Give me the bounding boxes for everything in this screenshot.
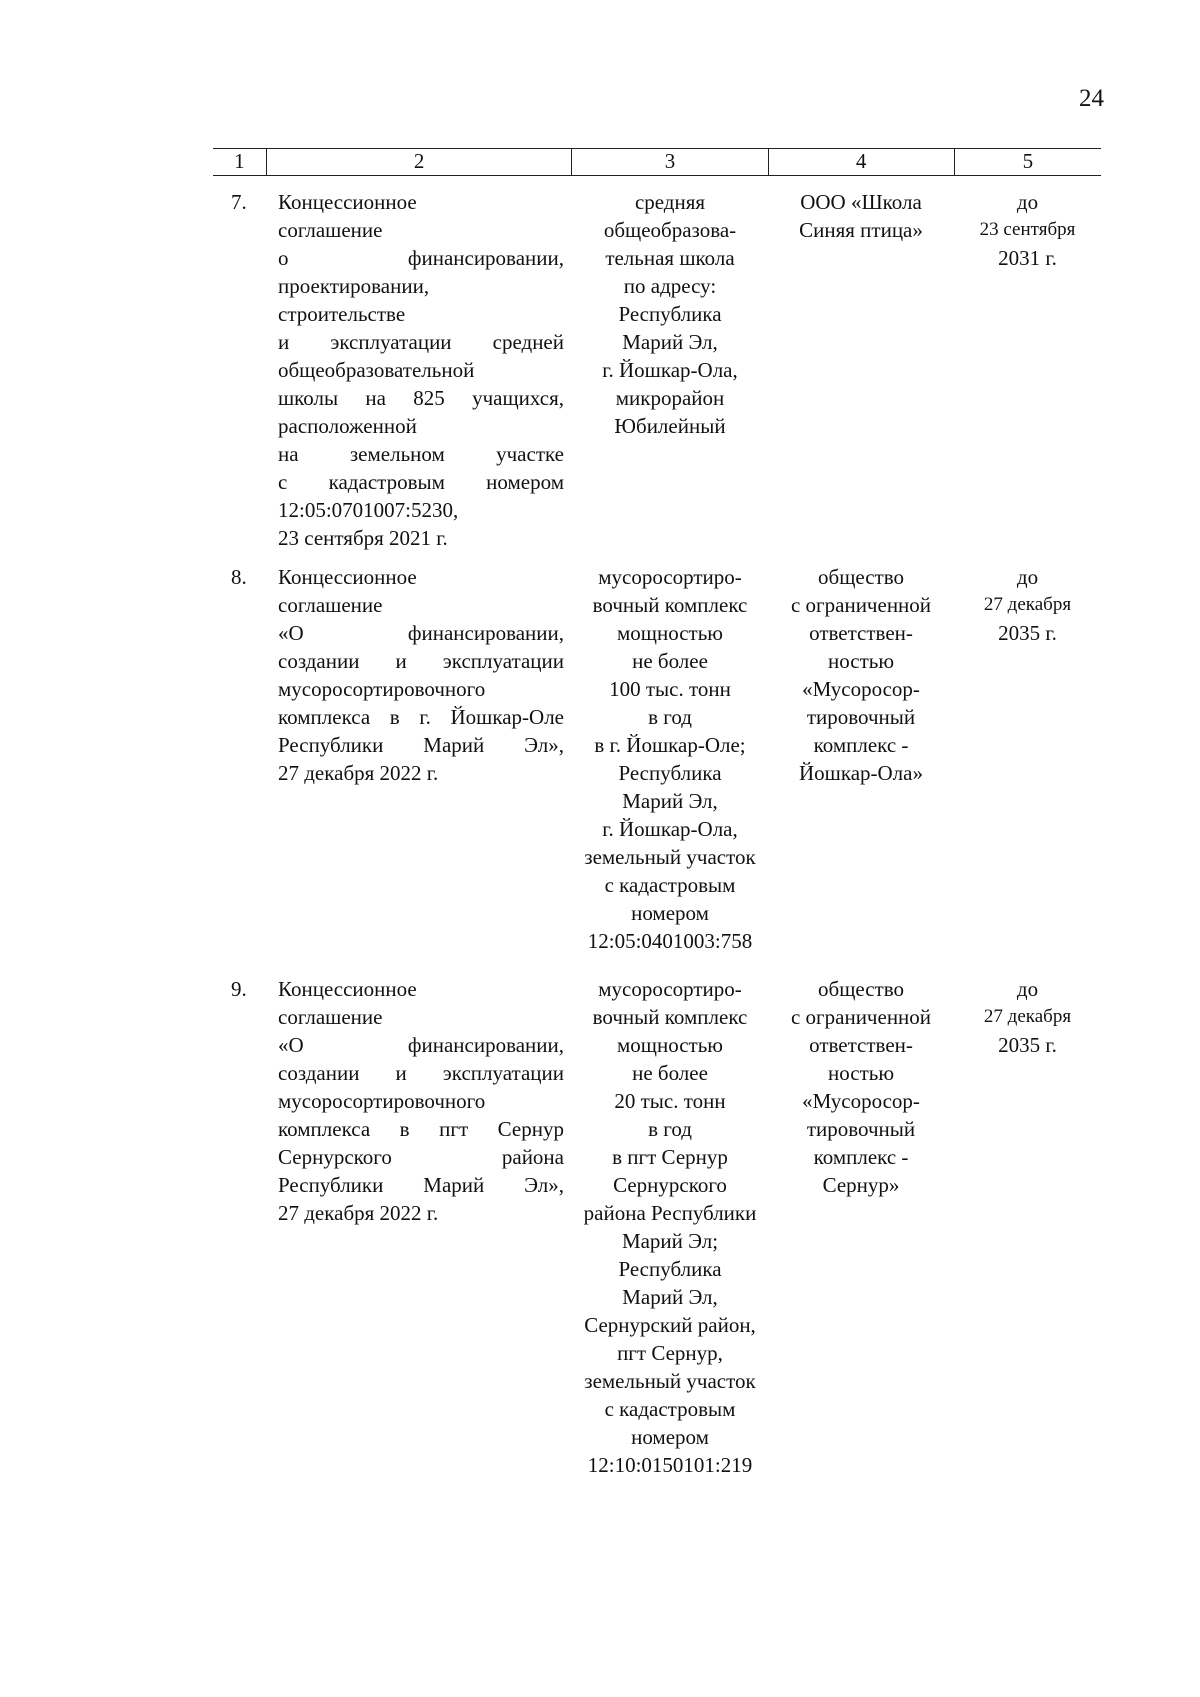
concessionaire-cell	[768, 975, 954, 1479]
concession-object-line: пгт Сернур,	[617, 1341, 723, 1365]
row-number: 7.	[231, 190, 247, 214]
concessionaire-line: тировочный	[806, 1117, 916, 1141]
page-number: 24	[1079, 85, 1104, 112]
concession-object-line: мощностью	[617, 1033, 723, 1057]
agreement-name-line: общеобразовательной	[278, 358, 475, 382]
agreement-name-line: 12:05:0701007:5230,	[278, 498, 459, 522]
concession-object-line: не более	[632, 649, 708, 673]
concessionaire-line: ответствен-	[809, 1033, 913, 1057]
column-header-1: 1	[234, 149, 245, 173]
concessionaire-line: «Мусоросор-	[802, 677, 920, 701]
agreement-name-line: о финансировании,	[278, 246, 564, 270]
agreement-name-line: Концессионное	[278, 977, 417, 1001]
agreement-name-line: создании и эксплуатации	[278, 1061, 564, 1085]
agreement-name-line: Республики Марий Эл»,	[278, 1173, 564, 1197]
agreement-name-line: мусоросортировочного	[278, 1089, 486, 1113]
concessionaire-line: «Мусоросор-	[802, 1089, 920, 1113]
term-cell	[954, 975, 1101, 1479]
concession-object-line: г. Йошкар-Ола,	[602, 358, 738, 382]
concessionaire-line: Йошкар-Ола»	[798, 761, 923, 785]
term-line: до	[1016, 190, 1039, 214]
concession-object-line: Республика	[618, 761, 722, 785]
concession-object-line: Сернурский район,	[584, 1313, 756, 1337]
concession-object-line: Республика	[618, 302, 722, 326]
agreement-name-line: 27 декабря 2022 г.	[278, 761, 439, 785]
concession-object-line: с кадастровым	[604, 1397, 736, 1421]
concessionaire-line: Синяя птица»	[799, 218, 923, 242]
table-row	[213, 975, 1101, 1479]
concessionaire-line: ностью	[827, 1061, 895, 1085]
concession-object-line: 100 тыс. тонн	[609, 677, 731, 701]
concession-object-line: 12:05:0401003:758	[587, 929, 753, 953]
agreement-name-line: проектировании,	[278, 274, 430, 298]
concession-object-cell	[572, 563, 768, 955]
concession-object-line: г. Йошкар-Ола,	[602, 817, 738, 841]
concession-object-line: земельный участок	[584, 845, 756, 869]
concession-object-line: общеобразова-	[603, 218, 737, 242]
term-line: до	[1016, 565, 1039, 589]
agreement-name-line: «О финансировании,	[278, 1033, 564, 1057]
term-line: 2035 г.	[998, 621, 1057, 645]
concession-object-line: земельный участок	[584, 1369, 756, 1393]
concession-object-line: в пгт Сернур	[612, 1145, 728, 1169]
agreement-name-line: «О финансировании,	[278, 621, 564, 645]
row-number: 9.	[231, 977, 247, 1001]
concession-object-line: микрорайон	[615, 386, 725, 410]
table-row	[213, 563, 1101, 955]
agreement-name-cell	[266, 563, 572, 955]
term-line: 23 сентября	[979, 219, 1076, 240]
term-line: 27 декабря	[983, 594, 1072, 615]
concession-object-line: номером	[631, 901, 709, 925]
concession-object-line: 12:10:0150101:219	[587, 1453, 753, 1477]
concessionaire-line: ответствен-	[809, 621, 913, 645]
concessionaire-line: комплекс -	[813, 733, 909, 757]
agreement-name-line: расположенной	[278, 414, 417, 438]
concession-object-cell	[572, 188, 768, 552]
concession-object-line: мусоросортиро-	[598, 977, 742, 1001]
concessionaire-line: комплекс -	[813, 1145, 909, 1169]
column-header-3: 3	[571, 149, 767, 175]
agreement-name-line: Сернурского района	[278, 1145, 564, 1169]
concession-object-line: 20 тыс. тонн	[614, 1089, 726, 1113]
term-line: 2035 г.	[998, 1033, 1057, 1057]
term-line: 27 декабря	[983, 1006, 1072, 1027]
agreement-name-line: с кадастровым номером	[278, 470, 564, 494]
concession-object-line: Сернурского	[613, 1173, 727, 1197]
concession-object-cell	[572, 975, 768, 1479]
concession-object-line: Марий Эл,	[622, 1285, 718, 1309]
agreement-name-line: соглашение	[278, 218, 383, 242]
column-header-2: 2	[266, 149, 572, 175]
table-row	[213, 188, 1101, 552]
agreement-name-line: создании и эксплуатации	[278, 649, 564, 673]
concession-object-line: в год	[648, 705, 692, 729]
concessionaire-line: Сернур»	[822, 1173, 900, 1197]
agreement-name-line: Республики Марий Эл»,	[278, 733, 564, 757]
concessionaire-line: с ограниченной	[790, 1005, 932, 1029]
agreement-name-line: Концессионное	[278, 190, 417, 214]
concessionaire-line: общество	[818, 565, 904, 589]
agreement-name-line: на земельном участке	[278, 442, 564, 466]
column-header-4: 4	[768, 149, 954, 175]
concession-object-line: Марий Эл,	[622, 789, 718, 813]
concession-object-line: вочный комплекс	[592, 593, 748, 617]
concession-object-line: Юбилейный	[614, 414, 726, 438]
term-cell	[954, 563, 1101, 955]
agreement-name-line: школы на 825 учащихся,	[278, 386, 564, 410]
row-number: 8.	[231, 565, 247, 589]
agreement-name-line: комплекса в пгт Сернур	[278, 1117, 564, 1141]
concession-object-line: тельная школа	[605, 246, 735, 270]
agreement-name-line: мусоросортировочного	[278, 677, 486, 701]
concession-object-line: мощностью	[617, 621, 723, 645]
column-header-5: 5	[954, 149, 1101, 175]
concessionaire-line: тировочный	[806, 705, 916, 729]
agreement-name-cell	[266, 975, 572, 1479]
concession-object-line: мусоросортиро-	[598, 565, 742, 589]
agreement-name-line: Концессионное	[278, 565, 417, 589]
concession-object-line: района Республики	[583, 1201, 757, 1225]
agreement-name-line: строительстве	[278, 302, 406, 326]
agreement-name-line: 27 декабря 2022 г.	[278, 1201, 439, 1225]
concession-object-line: средняя	[634, 190, 706, 214]
concession-object-line: вочный комплекс	[592, 1005, 748, 1029]
concession-object-line: Марий Эл,	[622, 330, 718, 354]
concessionaire-line: ООО «Школа	[800, 190, 922, 214]
concessionaire-cell	[768, 563, 954, 955]
term-line: до	[1016, 977, 1039, 1001]
table-header-row	[213, 148, 1101, 176]
concessionaire-line: с ограниченной	[790, 593, 932, 617]
concession-object-line: в г. Йошкар-Оле;	[594, 733, 746, 757]
concessionaire-line: общество	[818, 977, 904, 1001]
concessionaire-cell	[768, 188, 954, 552]
concession-object-line: с кадастровым	[604, 873, 736, 897]
agreement-name-line: комплекса в г. Йошкар-Оле	[278, 705, 564, 729]
concession-object-line: номером	[631, 1425, 709, 1449]
concession-object-line: не более	[632, 1061, 708, 1085]
term-cell	[954, 188, 1101, 552]
concession-object-line: Марий Эл;	[621, 1229, 719, 1253]
term-line: 2031 г.	[998, 246, 1057, 270]
concessionaire-line: ностью	[827, 649, 895, 673]
concession-object-line: по адресу:	[623, 274, 717, 298]
concession-object-line: в год	[648, 1117, 692, 1141]
agreement-name-cell	[266, 188, 572, 552]
agreement-name-line: и эксплуатации средней	[278, 330, 564, 354]
agreement-name-line: соглашение	[278, 593, 383, 617]
agreement-name-line: соглашение	[278, 1005, 383, 1029]
concession-object-line: Республика	[618, 1257, 722, 1281]
agreement-name-line: 23 сентября 2021 г.	[278, 526, 448, 550]
